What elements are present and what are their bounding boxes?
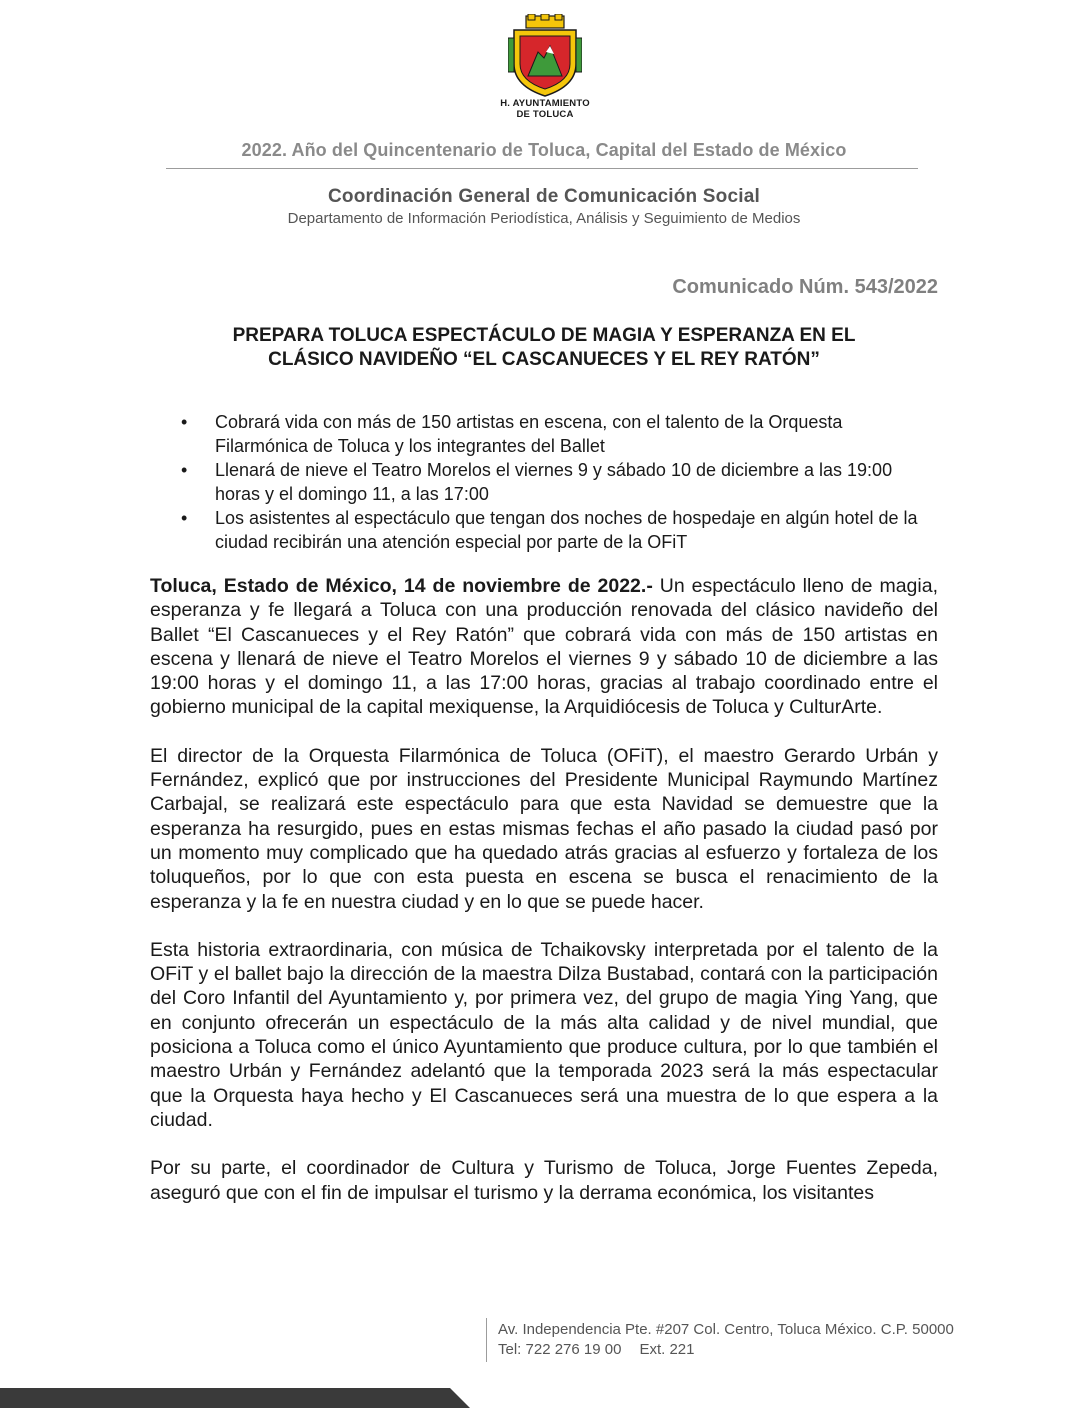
coordination-title: Coordinación General de Comunicación Social: [328, 186, 760, 207]
toluca-shield-icon: [508, 14, 582, 98]
bullet-icon: •: [181, 412, 188, 432]
bullet-icon: •: [181, 508, 188, 528]
department-subtitle: Departamento de Información Periodística, Análisis y Seguimiento de Medios: [287, 210, 801, 227]
dateline: Toluca, Estado de México, 14 de noviembre de 2022.-: [150, 575, 653, 597]
release-number: Comunicado Núm. 543/2022: [672, 276, 938, 298]
logo-text-line1: H. AYUNTAMIENTO: [500, 98, 590, 109]
logo-text-line2: DE TOLUCA: [516, 109, 574, 120]
headline: [150, 324, 938, 372]
footer-phone: [498, 1340, 694, 1360]
bullet-text: Los asistentes al espectáculo que tengan dos noches de hospedaje en algún hotel de la ciudad recibirán una atención especial por parte de la OFiT: [215, 508, 918, 552]
municipal-logo: [490, 14, 600, 124]
bullet-item: [150, 458, 940, 506]
bullet-item: [150, 410, 940, 458]
bullet-text: Cobrará vida con más de 150 artistas en escena, con el talento de la Orquesta Filarmónica de Toluca y los integrantes del Ballet: [215, 412, 843, 456]
summary-bullets: [150, 410, 940, 554]
paragraph-3: Esta historia extraordinaria, con música de Tchaikovsky interpretada por el talento de la OFiT y el ballet bajo la dirección de la maestra Dilza Bustabad, contará con la participación del Coro Infantil del Ayuntamiento y, por primera vez, del grupo de magia Ying Yang, que en conjunto ofrecerán un espectáculo de la más alta calidad y de nivel mundial, que posiciona a Toluca como el único Ayuntamiento que produce cultura, por lo que también el maestro Urbán y Fernández adelantó que la temporada 2023 será la más espectacular que la Orquesta haya hecho y El Cascanueces será una muestra de lo que espera a la ciudad.: [150, 938, 938, 1131]
bullet-item: [150, 506, 940, 554]
article-body: [150, 574, 938, 1229]
paragraph-2: El director de la Orquesta Filarmónica de Toluca (OFiT), el maestro Gerardo Urbán y Fernández, explicó que por instrucciones del Presidente Municipal Raymundo Martínez Carbajal, se realizará este espectáculo para que esta Navidad se demuestre que la esperanza ha resurgido, pues en estas mismas fechas el año pasado la ciudad pasó por un momento muy complicado que ha quedado atrás gracias al esfuerzo y fortaleza de los toluqueños, por lo que con esta puesta en escena se busca el renacimiento de la esperanza y la fe en nuestra ciudad y en lo que se puede hacer.: [150, 744, 938, 913]
footer-ext: Ext. 221: [639, 1341, 695, 1358]
year-banner: 2022. Año del Quincentenario de Toluca, Capital del Estado de México: [241, 140, 847, 160]
headline-line-2: CLÁSICO NAVIDEÑO “EL CASCANUECES Y EL REY RATÓN”: [268, 349, 820, 370]
header-divider: [166, 168, 918, 169]
footer-divider: [486, 1318, 487, 1362]
paragraph-1: [150, 574, 938, 720]
paragraph-4: Por su parte, el coordinador de Cultura y Turismo de Toluca, Jorge Fuentes Zepeda, aseguró que con el fin de impulsar el turismo y la derrama económica, los visitantes: [150, 1157, 938, 1204]
bullet-icon: •: [181, 460, 188, 480]
headline-line-1: PREPARA TOLUCA ESPECTÁCULO DE MAGIA Y ESPERANZA EN EL: [232, 325, 856, 346]
footer-bar: [0, 1388, 470, 1408]
paragraph-1-text: Un espectáculo lleno de magia, esperanza y fe llegará a Toluca con una producción renovada del clásico navideño del Ballet “El Cascanueces y el Rey Ratón” que cobrará vida con más de 150 artistas en escena y llenará de nieve el Teatro Morelos el viernes 9 y sábado 10 de diciembre a las 19:00 horas y el domingo 11, a las 17:00 horas, gracias al trabajo coordinado entre el gobierno municipal de la capital mexiquense, la Arquidiócesis de Toluca y CulturArte.: [150, 575, 938, 719]
bullet-text: Llenará de nieve el Teatro Morelos el viernes 9 y sábado 10 de diciembre a las 19:00 horas y el domingo 11, a las 17:00: [215, 460, 893, 504]
footer-tel: Tel: 722 276 19 00: [498, 1341, 622, 1358]
footer-address: Av. Independencia Pte. #207 Col. Centro, Toluca México. C.P. 50000: [498, 1321, 954, 1338]
